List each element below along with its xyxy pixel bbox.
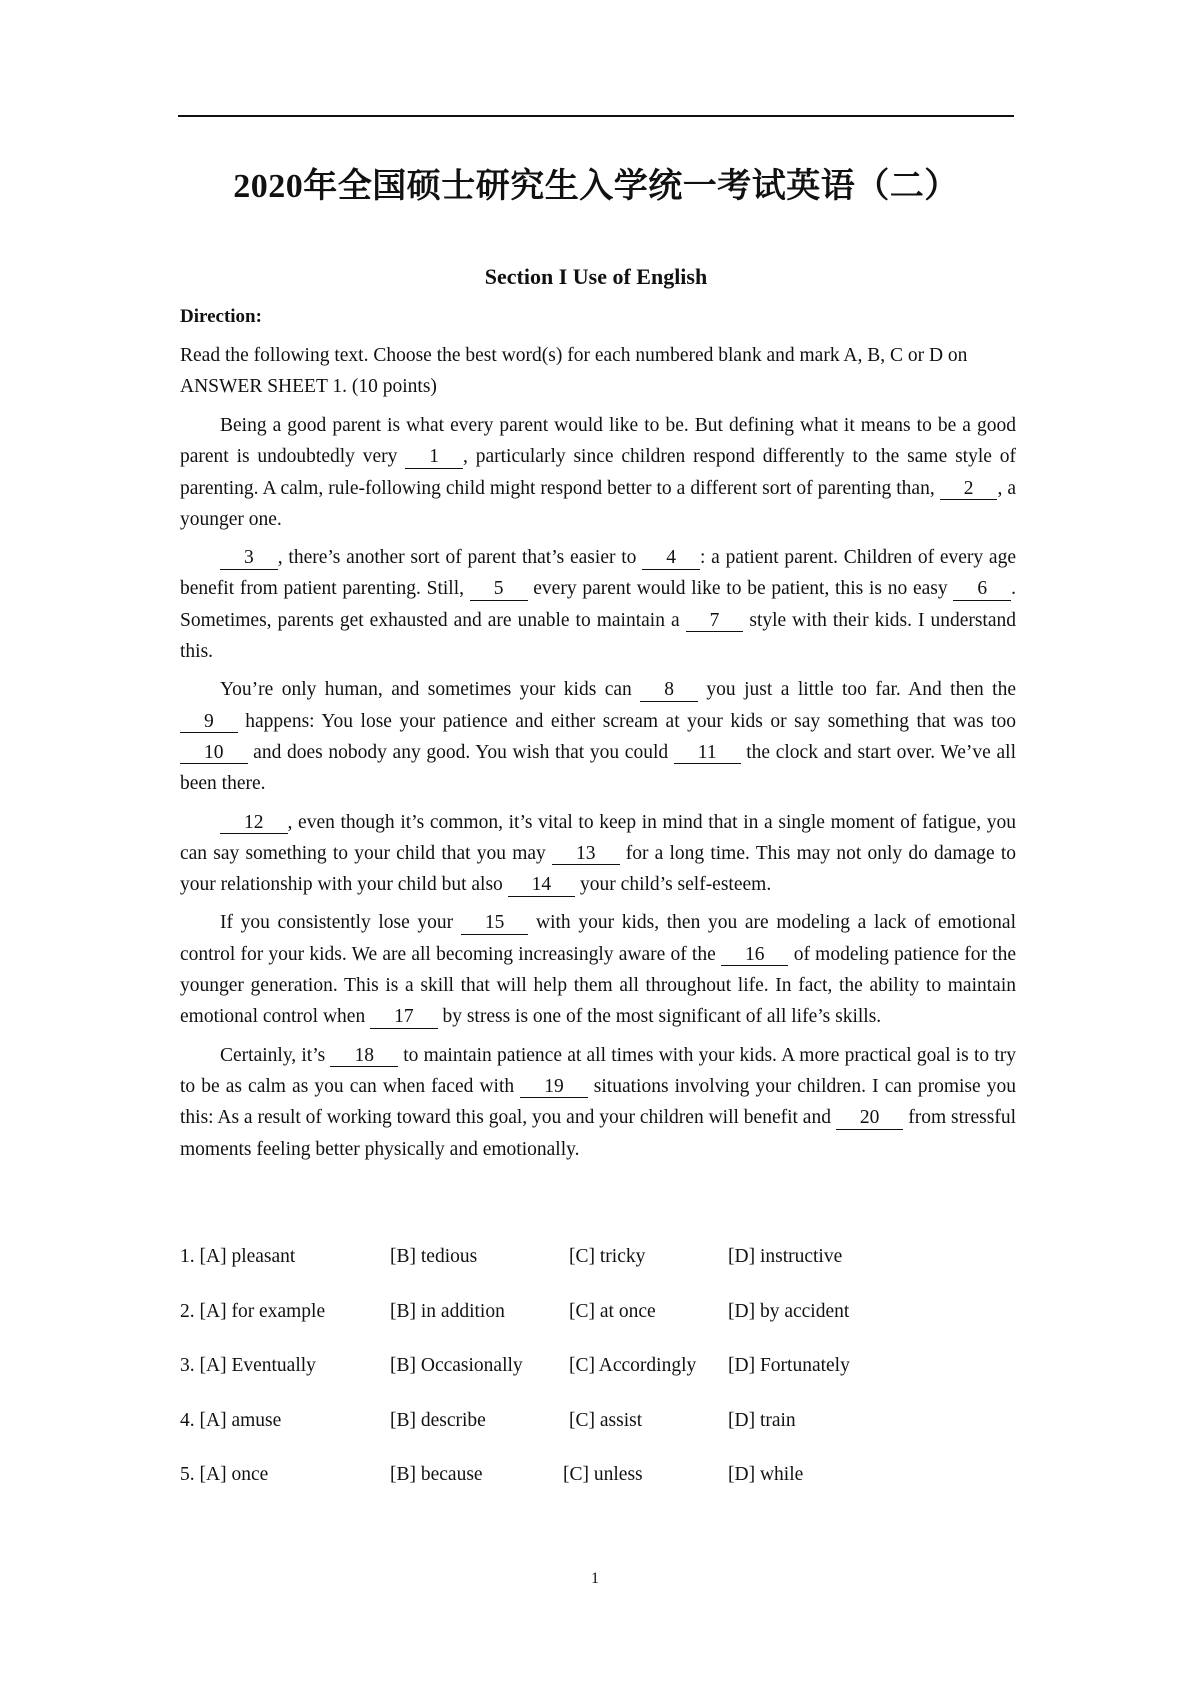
numbered-blank: 2 xyxy=(940,478,998,500)
section-title: Section I Use of English xyxy=(484,264,708,289)
passage-paragraph xyxy=(180,674,1016,799)
numbered-blank: 13 xyxy=(552,843,620,865)
passage-text: for a long time. This may not only do damage to your relationship with your child but also xyxy=(180,842,1017,896)
cloze-passage xyxy=(180,410,1016,1172)
numbered-blank: 11 xyxy=(674,742,741,764)
numbered-blank: 12 xyxy=(220,812,288,834)
question-row xyxy=(180,1301,1020,1356)
numbered-blank: 6 xyxy=(953,578,1011,600)
question-options xyxy=(180,1246,1020,1519)
numbered-blank: 3 xyxy=(220,547,278,569)
option-d: [D] while xyxy=(728,1464,804,1486)
option-c: [C] Accordingly xyxy=(569,1355,697,1377)
passage-text: and does nobody any good. You wish that you could xyxy=(247,741,674,763)
option-d: [D] by accident xyxy=(728,1300,850,1322)
option-a: 5. [A] once xyxy=(180,1464,269,1486)
passage-text: to maintain patience at all times with your kids. A more practical goal is to try to be as calm as you can when faced with xyxy=(180,1044,1017,1097)
numbered-blank: 10 xyxy=(180,742,248,764)
passage-text: every parent would like to be patient, this is no easy xyxy=(527,578,954,600)
passage-text: you just a little too far. And then the xyxy=(698,679,1016,701)
numbered-blank: 9 xyxy=(180,711,238,733)
passage-text: happens: You lose your patience and either scream at your kids or say something that was too xyxy=(237,710,1016,732)
option-b: [B] Occasionally xyxy=(390,1355,523,1377)
passage-text: , particularly since children respond differently to the same style of parenting. A calm, rule-following child might respond better to a different sort of parenting than, xyxy=(180,446,1016,499)
passage-text: of modeling patience for the younger generation. This is a skill that will help them all throughout life. In fact, the ability to maintain emotional control when xyxy=(180,943,1017,1028)
direction-text: Read the following text. Choose the best word(s) for each numbered blank and mark A, B, C or D on ANSWER SHEET 1. (10 points) xyxy=(180,345,968,397)
passage-text: , a younger one. xyxy=(180,477,1017,530)
option-a: 1. [A] pleasant xyxy=(180,1246,296,1267)
passage-text: , even though it’s common, it’s vital to keep in mind that in a single moment of fatigue, you can say something to your child that you may xyxy=(180,811,1016,864)
passage-text: the clock and start over. We’ve all been there. xyxy=(180,741,1016,795)
page-number: 1 xyxy=(591,1570,599,1587)
option-d: [D] instructive xyxy=(728,1246,843,1267)
exam-title: 2020年全国硕士研究生入学统一考试英语（二） xyxy=(233,168,959,205)
header-rule xyxy=(178,115,1014,117)
numbered-blank: 17 xyxy=(370,1006,438,1028)
passage-text: style with their kids. I understand this. xyxy=(180,609,1017,663)
option-a: 3. [A] Eventually xyxy=(180,1355,316,1377)
numbered-blank: 19 xyxy=(520,1076,588,1098)
option-c: [C] unless xyxy=(563,1464,643,1486)
option-d: [D] train xyxy=(728,1409,796,1431)
option-a: 4. [A] amuse xyxy=(180,1409,282,1431)
numbered-blank: 14 xyxy=(508,874,576,896)
passage-text: from stressful moments feeling better physically and emotionally. xyxy=(180,1107,1016,1160)
passage-text: You’re only human, and sometimes your kids can xyxy=(220,679,641,701)
option-d: [D] Fortunately xyxy=(728,1355,850,1377)
passage-paragraph xyxy=(180,410,1016,535)
option-c: [C] assist xyxy=(569,1409,643,1431)
passage-text: , there’s another sort of parent that’s easier to xyxy=(277,547,643,569)
option-c: [C] tricky xyxy=(569,1246,646,1267)
passage-text: : a patient parent. Children of every age benefit from patient parenting. Still, xyxy=(180,547,1016,600)
passage-paragraph xyxy=(180,1040,1016,1165)
passage-text: situations involving your children. I can promise you this: As a result of working toward this goal, you and your children will benefit and xyxy=(180,1075,1016,1129)
passage-text: If you consistently lose your xyxy=(220,912,461,934)
numbered-blank: 7 xyxy=(686,610,744,632)
numbered-blank: 18 xyxy=(330,1045,398,1067)
option-a: 2. [A] for example xyxy=(180,1300,326,1322)
option-c: [C] at once xyxy=(569,1300,656,1322)
numbered-blank: 20 xyxy=(836,1107,904,1129)
passage-text: with your kids, then you are modeling a lack of emotional control for your kids. We are all becoming increasingly aware of the xyxy=(180,912,1016,965)
question-row xyxy=(180,1410,1020,1465)
numbered-blank: 4 xyxy=(642,547,700,569)
option-b: [B] tedious xyxy=(390,1246,478,1267)
passage-text: your child’s self-esteem. xyxy=(575,874,772,896)
passage-text: Certainly, it’s xyxy=(220,1044,331,1066)
option-b: [B] because xyxy=(390,1464,483,1486)
numbered-blank: 8 xyxy=(640,679,698,701)
numbered-blank: 15 xyxy=(461,912,529,934)
numbered-blank: 5 xyxy=(470,578,528,600)
passage-paragraph xyxy=(180,542,1016,667)
passage-paragraph xyxy=(180,807,1016,901)
question-row xyxy=(180,1246,1020,1301)
numbered-blank: 1 xyxy=(405,446,463,468)
option-b: [B] describe xyxy=(390,1409,486,1431)
passage-text: Being a good parent is what every parent would like to be. But defining what it means to be a good parent is undoubtedly very xyxy=(180,415,1016,468)
question-row xyxy=(180,1355,1020,1410)
option-b: [B] in addition xyxy=(390,1300,505,1322)
question-row xyxy=(180,1464,1020,1519)
passage-paragraph xyxy=(180,907,1016,1032)
passage-text: by stress is one of the most significant of all life’s skills. xyxy=(437,1006,882,1028)
direction-label: Direction: xyxy=(180,306,262,327)
passage-text: . Sometimes, parents get exhausted and are unable to maintain a xyxy=(180,578,1016,631)
numbered-blank: 16 xyxy=(721,944,789,966)
